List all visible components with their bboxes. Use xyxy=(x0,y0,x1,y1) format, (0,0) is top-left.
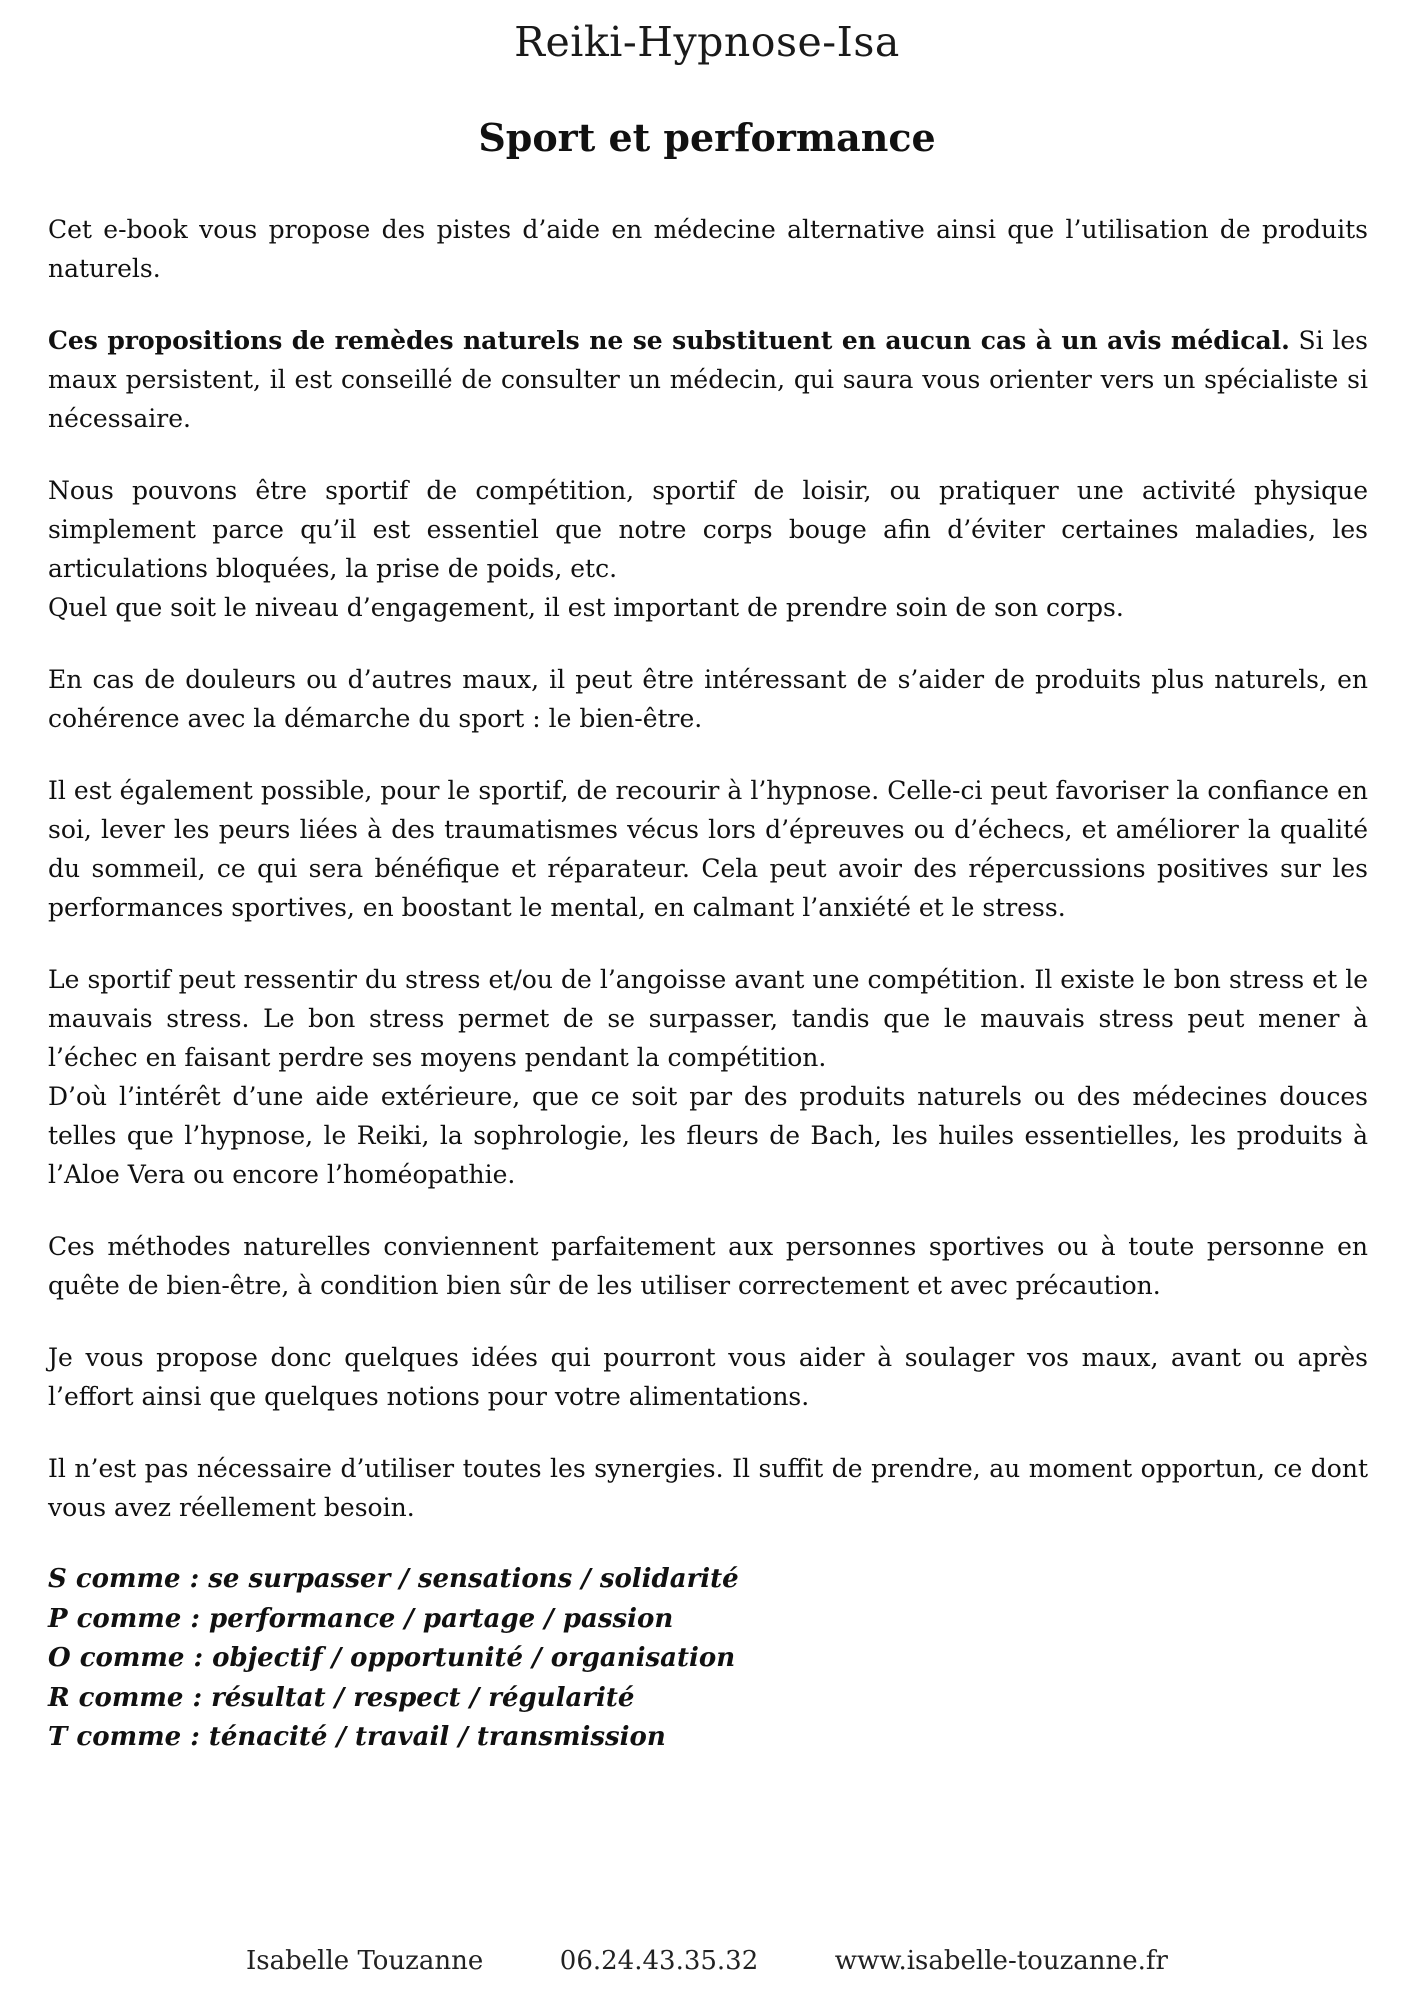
acrostic-line-t: T comme : ténacité / travail / transmission xyxy=(48,1722,666,1752)
acrostic-line-o: O comme : objectif / opportunité / organisation xyxy=(48,1643,736,1673)
footer-phone: 06.24.43.35.32 xyxy=(559,1946,759,1976)
acrostic-line-r: R comme : résultat / respect / régularité xyxy=(48,1682,635,1713)
paragraph-intro: Cet e-book vous propose des pistes d’aide en médecine alternative ainsi que l’utilisation de produits naturels. xyxy=(48,215,1368,283)
paragraph-engagement: Quel que soit le niveau d’engagement, il est important de prendre soin de son corps. xyxy=(48,593,1124,622)
paragraph-sport-types: Nous pouvons être sportif de compétition, sportif de loisir, ou pratiquer une activité physique simplement parce qu’il est essentiel que notre corps bouge afin d’éviter certaines maladies, les articulations bloquées, la prise de poids, etc. xyxy=(48,476,1368,583)
paragraph-stress: Le sportif peut ressentir du stress et/ou de l’angoisse avant une compétition. Il existe le bon stress et le mauvais stress. Le bon stress permet de se surpasser, tandis que le mauvais stress peut mener à l’échec en faisant perdre ses moyens pendant la compétition. xyxy=(48,965,1368,1072)
paragraph-synergies: Il n’est pas nécessaire d’utiliser toutes les synergies. Il suffit de prendre, au moment opportun, ce dont vous avez réellement besoin. xyxy=(48,1454,1368,1522)
paragraph-hypnosis: Il est également possible, pour le sportif, de recourir à l’hypnose. Celle-ci peut favoriser la confiance en soi, lever les peurs liées à des traumatismes vécus lors d’épreuves ou d’échecs, et améliorer la qualité du sommeil, ce qui sera bénéfique et réparateur. Cela peut avoir des répercussions positives sur les performances sportives, en boostant le mental, en calmant l’anxiété et le stress. xyxy=(48,776,1368,922)
sport-acrostic xyxy=(48,1560,1368,1758)
footer-name: Isabelle Touzanne xyxy=(246,1946,484,1976)
acrostic-line-p: P comme : performance / partage / passion xyxy=(48,1603,674,1634)
page-footer xyxy=(0,1946,1414,1976)
acrostic-line-s: S comme : se surpasser / sensations / solidarité xyxy=(48,1564,739,1594)
page-title: Sport et performance xyxy=(478,115,936,160)
disclaimer-rest: Si les maux persistent, il est conseillé de consulter un médecin, qui saura vous orienter vers un spécialiste si nécessaire. xyxy=(48,326,1368,433)
brand-header: Reiki-Hypnose-Isa xyxy=(514,18,900,66)
paragraph-external-help: D’où l’intérêt d’une aide extérieure, que ce soit par des produits naturels ou des médecines douces telles que l’hypnose, le Reiki, la sophrologie, les fleurs de Bach, les huiles essentielles, les produits à l’Aloe Vera ou encore l’homéopathie. xyxy=(48,1082,1368,1189)
footer-website[interactable]: www.isabelle-touzanne.fr xyxy=(834,1946,1168,1976)
paragraph-natural-products: En cas de douleurs ou d’autres maux, il peut être intéressant de s’aider de produits plus naturels, en cohérence avec la démarche du sport : le bien-être. xyxy=(48,665,1368,733)
disclaimer-bold: Ces propositions de remèdes naturels ne se substituent en aucun cas à un avis médical. xyxy=(48,326,1290,355)
paragraph-methods: Ces méthodes naturelles conviennent parfaitement aux personnes sportives ou à toute personne en quête de bien-être, à condition bien sûr de les utiliser correctement et avec précaution. xyxy=(48,1232,1368,1300)
paragraph-disclaimer xyxy=(48,321,1368,438)
paragraph-ideas: Je vous propose donc quelques idées qui pourront vous aider à soulager vos maux, avant ou après l’effort ainsi que quelques notions pour votre alimentations. xyxy=(48,1343,1368,1411)
document-body xyxy=(48,210,1368,1758)
